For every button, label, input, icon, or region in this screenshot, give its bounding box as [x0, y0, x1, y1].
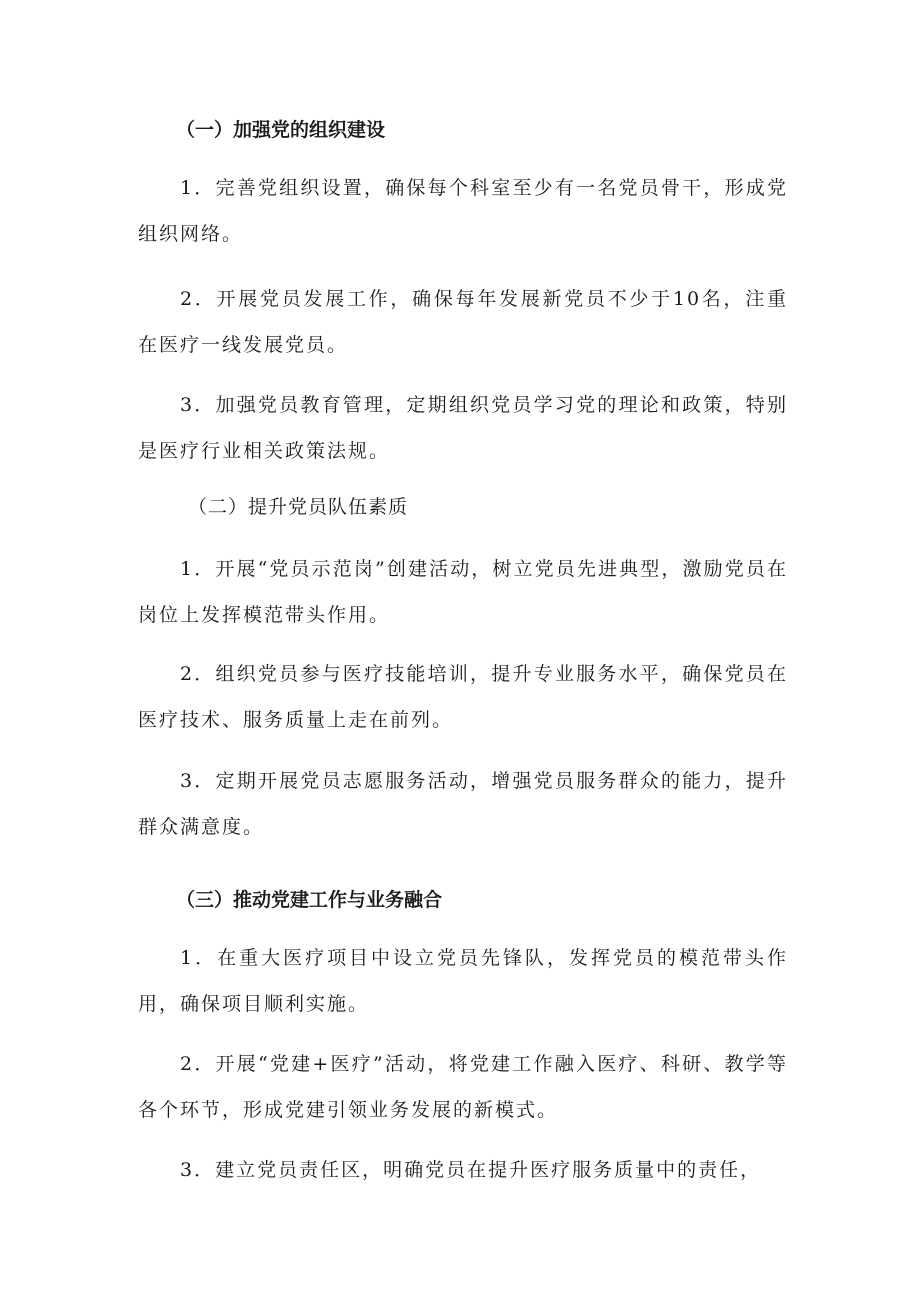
- paragraph-1-2: 2．开展党员发展工作，确保每年发展新党员不少于10名，注重在医疗一线发展党员。: [138, 288, 788, 356]
- section-heading-2: （二）提升党员队伍素质: [188, 496, 409, 518]
- paragraph-1-1: 1．完善党组织设置，确保每个科室至少有一名党员骨干，形成党组织网络。: [138, 177, 788, 245]
- paragraph-3-3: 3．建立党员责任区，明确党员在提升医疗服务质量中的责任，: [180, 1159, 762, 1181]
- section-heading-3: （三）推动党建工作与业务融合: [176, 889, 443, 911]
- paragraph-1-3: 3．加强党员教育管理，定期组织党员学习党的理论和政策，特别是医疗行业相关政策法规。: [138, 394, 788, 462]
- paragraph-3-2: 2．开展“党建+医疗”活动，将党建工作融入医疗、科研、教学等各个环节，形成党建引领业务发展的新模式。: [138, 1053, 788, 1121]
- paragraph-2-3: 3．定期开展党员志愿服务活动，增强党员服务群众的能力，提升群众满意度。: [138, 770, 788, 838]
- paragraph-2-2: 2．组织党员参与医疗技能培训，提升专业服务水平，确保党员在医疗技术、服务质量上走在前列。: [138, 663, 788, 731]
- paragraph-3-1: 1．在重大医疗项目中设立党员先锋队，发挥党员的模范带头作用，确保项目顺利实施。: [138, 947, 788, 1015]
- section-heading-1: （一）加强党的组织建设: [176, 119, 386, 141]
- paragraph-2-1: 1．开展“党员示范岗”创建活动，树立党员先进典型，激励党员在岗位上发挥模范带头作用。: [138, 558, 788, 626]
